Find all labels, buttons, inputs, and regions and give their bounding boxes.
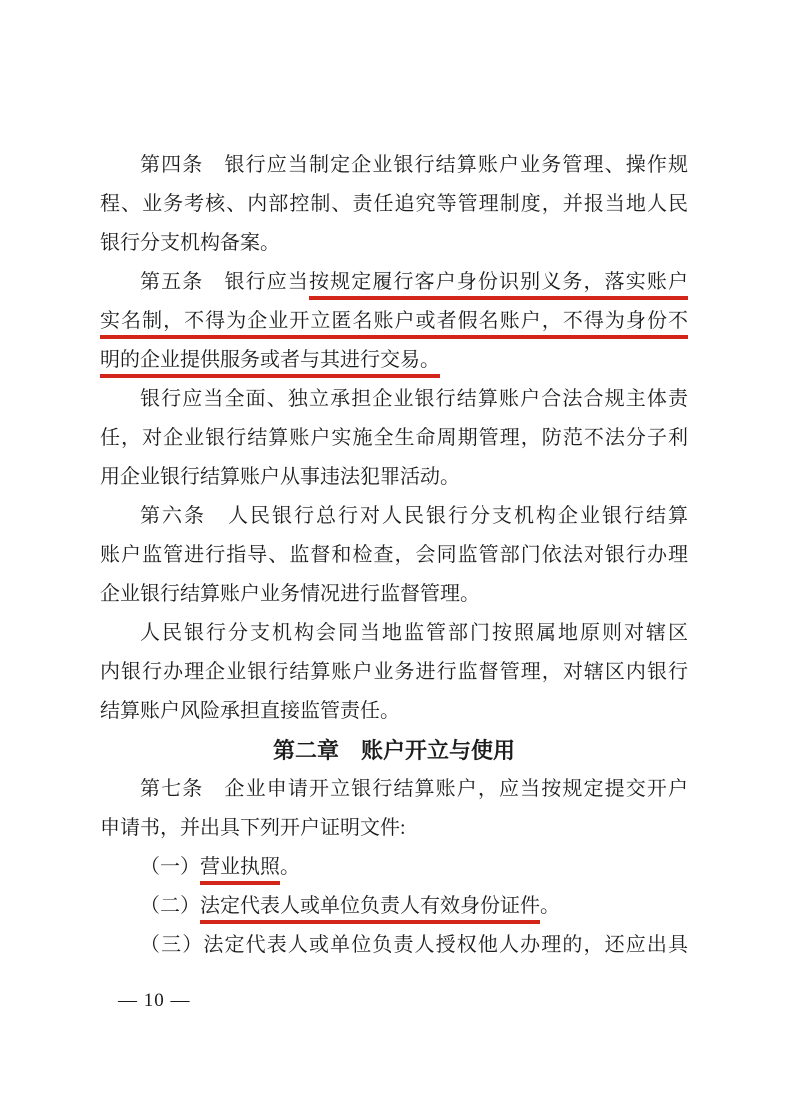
paragraph xyxy=(100,146,688,263)
text-run: 第二章 账户开立与使用 xyxy=(272,738,515,763)
text-run: 银行应当全面、独立承担企业银行结算账户合法合规主体责 xyxy=(140,388,688,410)
paragraph xyxy=(100,614,688,731)
text-run: 第五条 银行应当 xyxy=(140,271,309,293)
text-line xyxy=(100,341,688,380)
paragraph xyxy=(100,380,688,497)
text-run: 第六条 人民银行总行对人民银行分支机构企业银行结算 xyxy=(140,505,688,527)
text-line xyxy=(100,497,688,536)
text-line xyxy=(100,692,688,731)
red-underlined-text: 营业执照 xyxy=(200,856,280,885)
text-line xyxy=(100,224,688,263)
text-line xyxy=(100,653,688,692)
text-line xyxy=(100,146,688,185)
text-run: 结算账户风险承担直接监管责任。 xyxy=(100,700,400,722)
text-run: 账户监管进行指导、监督和检查，会同监管部门依法对银行办理 xyxy=(100,544,688,566)
text-run: 第四条 银行应当制定企业银行结算账户业务管理、操作规 xyxy=(140,154,688,176)
text-line xyxy=(100,809,688,848)
text-run: 。 xyxy=(280,856,300,878)
red-underlined-text: 按规定履行客户身份识别义务，落实账户 xyxy=(309,271,688,300)
text-run: （一） xyxy=(140,856,200,878)
paragraph xyxy=(100,497,688,614)
text-line xyxy=(100,185,688,224)
text-line xyxy=(100,575,688,614)
text-run: 企业银行结算账户业务情况进行监督管理。 xyxy=(100,583,480,605)
list-item xyxy=(100,926,688,965)
page-number: — 10 — xyxy=(118,990,191,1011)
text-line xyxy=(100,302,688,341)
text-line xyxy=(100,614,688,653)
text-run: 内银行办理企业银行结算账户业务进行监督管理，对辖区内银行 xyxy=(100,661,688,683)
text-run: 第七条 企业申请开立银行结算账户，应当按规定提交开户 xyxy=(140,778,688,800)
document-body xyxy=(100,146,688,965)
text-run: 任，对企业银行结算账户实施全生命周期管理，防范不法分子利 xyxy=(100,427,688,449)
text-line xyxy=(100,419,688,458)
paragraph xyxy=(100,263,688,380)
text-line xyxy=(100,926,688,965)
text-run: 人民银行分支机构会同当地监管部门按照属地原则对辖区 xyxy=(140,622,688,644)
text-line xyxy=(100,536,688,575)
list-item xyxy=(100,887,688,926)
text-line xyxy=(100,770,688,809)
chapter-heading xyxy=(100,731,688,770)
text-run: 申请书，并出具下列开户证明文件: xyxy=(100,817,406,839)
text-run: （三）法定代表人或单位负责人授权他人办理的，还应出具 xyxy=(140,934,688,956)
text-run: 程、业务考核、内部控制、责任追究等管理制度，并报当地人民 xyxy=(100,193,688,215)
paragraph xyxy=(100,770,688,848)
text-run: （二） xyxy=(140,895,200,917)
list-item xyxy=(100,848,688,887)
red-underlined-text: 明的企业提供服务或者与其进行交易。 xyxy=(100,349,440,378)
text-run: 。 xyxy=(540,895,560,917)
text-line xyxy=(100,380,688,419)
red-underlined-text: 实名制，不得为企业开立匿名账户或者假名账户，不得为身份不 xyxy=(100,310,688,339)
text-run: 用企业银行结算账户从事违法犯罪活动。 xyxy=(100,466,460,488)
text-line xyxy=(100,458,688,497)
text-run: 银行分支机构备案。 xyxy=(100,232,280,254)
text-line xyxy=(100,887,688,926)
text-line xyxy=(100,731,688,770)
text-line xyxy=(100,263,688,302)
red-underlined-text: 法定代表人或单位负责人有效身份证件 xyxy=(200,895,540,924)
text-line xyxy=(100,848,688,887)
